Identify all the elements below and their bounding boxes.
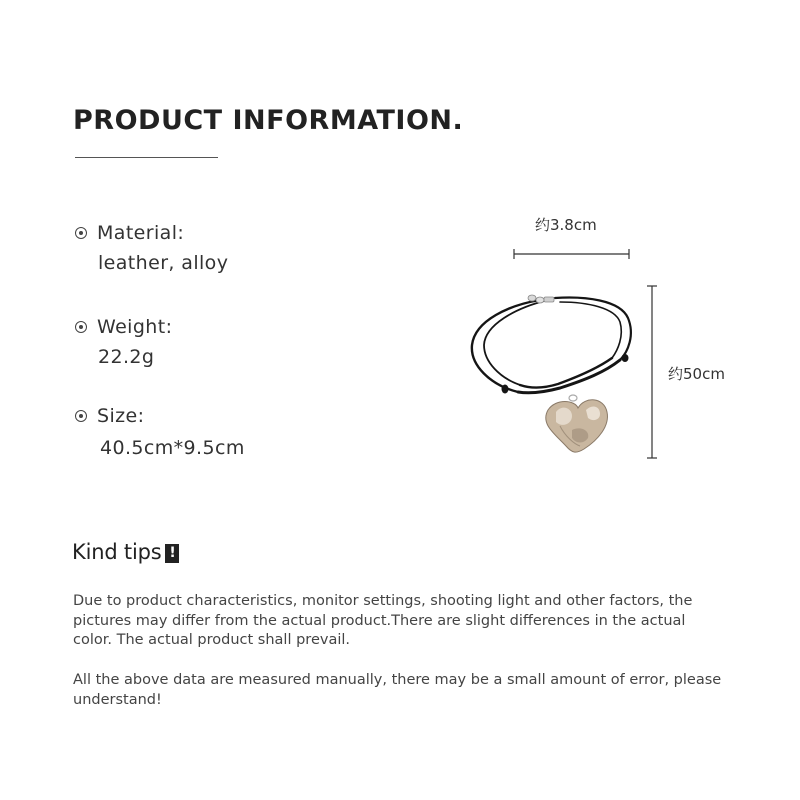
spec-label: Weight:	[97, 316, 173, 338]
spec-value: 40.5cm*9.5cm	[100, 437, 245, 459]
width-dimension-line	[514, 249, 629, 259]
kind-tips-title: Kind tips	[72, 540, 162, 564]
disclaimer-paragraph: Due to product characteristics, monitor settings, shooting light and other factors, the pictures may differ from the actual product.There are slight differences in the actual color. The actual product shall prevail.	[73, 593, 693, 648]
spec-label: Size:	[97, 405, 145, 427]
page-title: PRODUCT INFORMATION.	[73, 105, 464, 136]
exclamation-icon: !	[165, 544, 179, 563]
spec-value: leather, alloy	[98, 252, 229, 274]
measurement-note: All the above data are measured manually, there may be a small amount of error, please understand!	[73, 672, 722, 708]
spec-label: Material:	[97, 222, 185, 244]
heart-pendant	[546, 395, 608, 452]
height-dimension-label: 约50cm	[668, 365, 725, 383]
height-dimension-line	[647, 286, 657, 458]
width-dimension-label: 约3.8cm	[535, 216, 597, 234]
spec-value: 22.2g	[98, 346, 155, 368]
leather-cord	[472, 298, 631, 394]
kind-tips-heading	[72, 540, 179, 564]
